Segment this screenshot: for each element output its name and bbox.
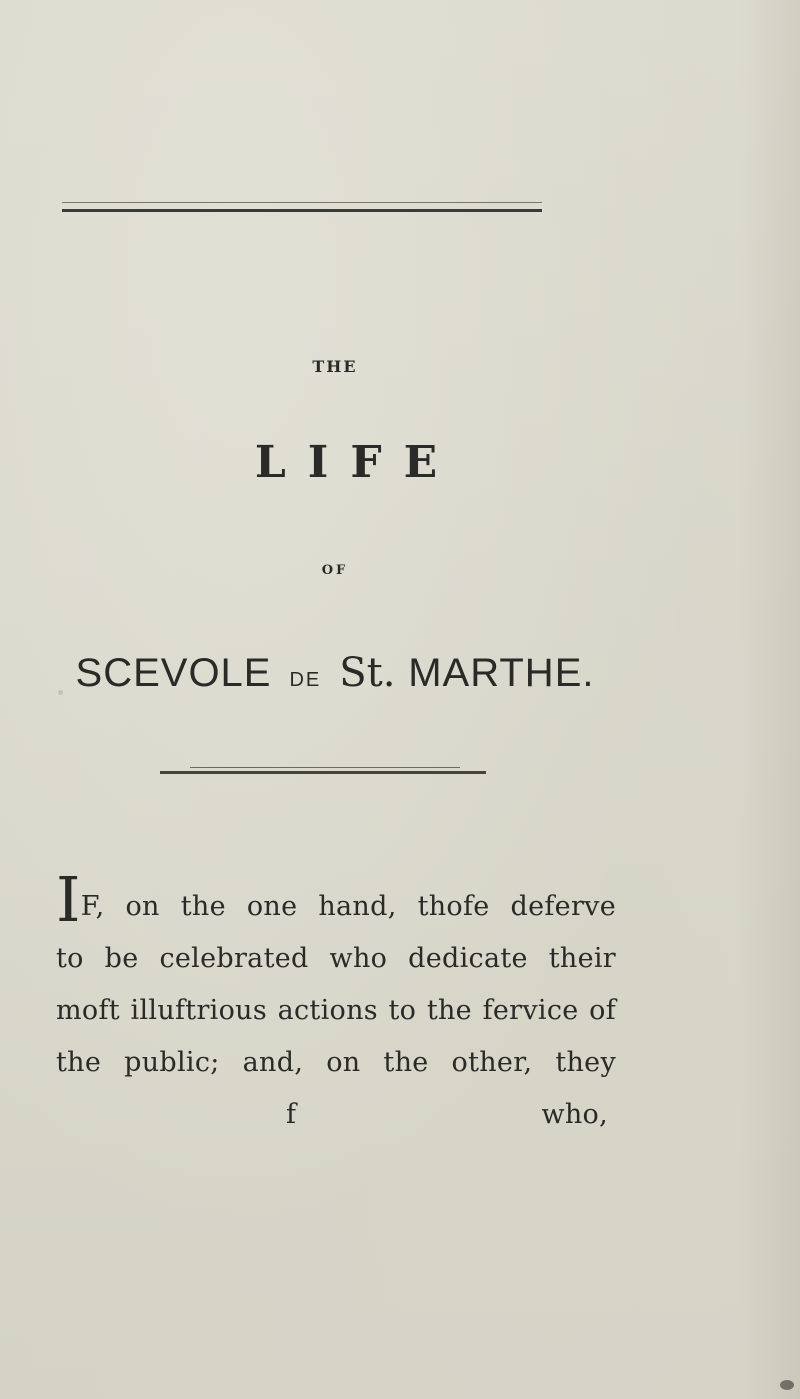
catchword-line bbox=[56, 1089, 616, 1141]
top-thin-rule bbox=[62, 202, 542, 203]
section-rule bbox=[160, 771, 486, 774]
page-edge-shadow bbox=[740, 0, 800, 1399]
heading-subject-name bbox=[0, 650, 670, 696]
signature-mark: f bbox=[286, 1099, 297, 1130]
heading-the: THE bbox=[312, 357, 358, 376]
name-surname: MARTHE. bbox=[408, 651, 595, 695]
heading-of: OF bbox=[321, 563, 349, 578]
body-paragraph bbox=[56, 863, 616, 1141]
name-particle: DE bbox=[289, 669, 322, 691]
body-line-3: moft illuftrious actions to the fervice of bbox=[56, 995, 616, 1026]
drop-cap: I bbox=[56, 863, 81, 936]
foxing-spot bbox=[58, 690, 63, 695]
name-first: SCEVOLE bbox=[75, 651, 272, 695]
body-line-text: F, on the one hand, thofe deferve bbox=[80, 891, 616, 922]
section-thin-rule bbox=[190, 767, 460, 768]
name-saint: St. bbox=[339, 650, 396, 696]
heading-life: LIFE bbox=[254, 437, 460, 488]
top-rule bbox=[62, 209, 542, 212]
body-line-4: the public; and, on the other, they bbox=[56, 1047, 616, 1078]
catchword: who, bbox=[541, 1099, 608, 1130]
corner-mark bbox=[780, 1380, 794, 1390]
body-line-1 bbox=[56, 863, 616, 936]
body-line-2: to be celebrated who dedicate their bbox=[56, 943, 616, 974]
